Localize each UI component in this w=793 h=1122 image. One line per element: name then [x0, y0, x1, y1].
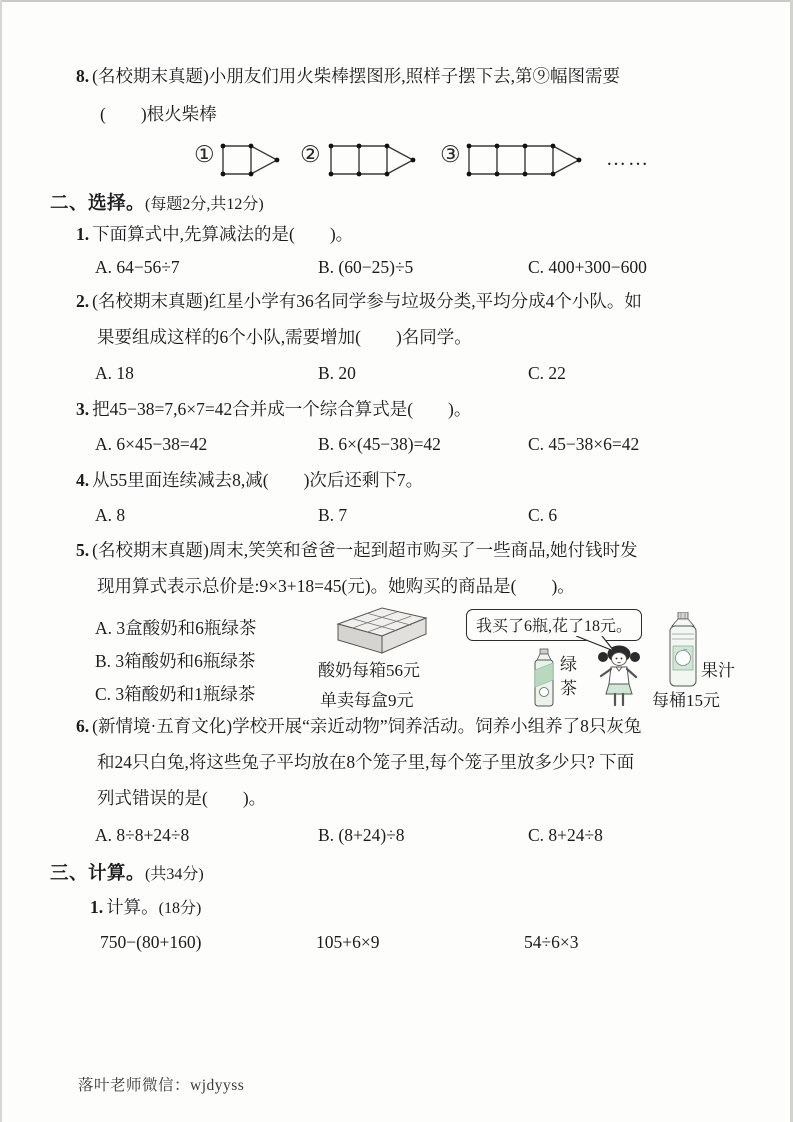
q8-text: (名校期末真题)小朋友们用火柴棒摆图形,照样子摆下去,第⑨幅图需要: [92, 66, 621, 86]
q8-line2: ( )根火柴棒: [100, 104, 217, 124]
matchstick-figure-2: [328, 140, 422, 180]
juice-price: 每桶15元: [652, 691, 720, 710]
matchstick-figure-1: [220, 140, 286, 180]
q3-option-b: B. 6×(45−38)=42: [318, 434, 441, 454]
q1-number: 1.: [76, 224, 90, 244]
q4-text: 从55里面连续减去8,减( )次后还剩下7。: [92, 470, 424, 490]
q4-number: 4.: [76, 470, 90, 490]
q5-option-a: A. 3盒酸奶和6瓶绿茶: [95, 618, 257, 638]
scan-edge-left: [0, 0, 2, 1122]
q2-text1: (名校期末真题)红星小学有36名同学参与垃圾分类,平均分成4个小队。如: [92, 291, 642, 311]
calc-q1-score: (18分): [158, 900, 202, 917]
figure-3-label: ③: [440, 142, 461, 167]
sequence-ellipsis: ……: [606, 148, 650, 170]
q6-number: 6.: [76, 716, 90, 736]
speech-bubble: 我买了6瓶,花了18元。: [466, 609, 642, 641]
section-choice-score: (每题2分,共12分): [145, 196, 264, 213]
q2-option-a: A. 18: [95, 363, 134, 383]
q1-option-a: A. 64−56÷7: [95, 257, 180, 277]
q4-option-c: C. 6: [528, 505, 558, 525]
calc-q1-number: 1.: [90, 897, 104, 917]
q6-line2: 和24只白兔,将这些兔子平均放在8个笼子里,每个笼子里放多少只? 下面: [97, 752, 635, 772]
q1-option-c: C. 400+300−600: [528, 257, 647, 277]
section-choice-title: 二、选择。: [50, 192, 146, 213]
q6-option-c: C. 8+24÷8: [528, 825, 603, 845]
q3-line: [76, 399, 471, 421]
q2-line2: 果要组成这样的6个小队,需要增加( )名同学。: [97, 327, 472, 347]
q5-option-c: C. 3箱酸奶和1瓶绿茶: [95, 684, 256, 704]
juice-bottle-illustration: [666, 612, 700, 688]
q6-text1: (新情境·五育文化)学校开展“亲近动物”饲养活动。饲养小组养了8只灰兔: [92, 716, 642, 736]
q3-option-c: C. 45−38×6=42: [528, 434, 640, 454]
q6-line3: 列式错误的是( )。: [97, 788, 267, 808]
calc-q1-label: 计算。: [106, 897, 159, 917]
q5-text1: (名校期末真题)周末,笑笑和爸爸一起到超市购买了一些商品,她付钱时发: [92, 540, 638, 560]
section-calc-heading: [50, 861, 204, 885]
q2-line1: [76, 291, 642, 313]
calc-expression-1: 750−(80+160): [100, 932, 202, 952]
q3-option-a: A. 6×45−38=42: [95, 434, 208, 454]
q4-option-b: B. 7: [318, 505, 348, 525]
yogurt-box-illustration: [330, 604, 430, 656]
speech-bubble-tail: [574, 636, 618, 653]
q5-line1: [76, 540, 638, 562]
footer-watermark: 落叶老师微信：wjdyyss: [78, 1077, 245, 1094]
q2-number: 2.: [76, 291, 90, 311]
section-calc-score: (共34分): [145, 866, 204, 883]
section-choice-heading: [50, 191, 264, 215]
q2-option-b: B. 20: [318, 363, 356, 383]
matchstick-figure-3: [466, 140, 588, 180]
figure-1-label: ①: [194, 142, 215, 167]
q5-line2: 现用算式表示总价是:9×3+18=45(元)。她购买的商品是( )。: [97, 576, 575, 596]
q1-text: 下面算式中,先算减法的是( )。: [92, 224, 354, 244]
section-calc-title: 三、计算。: [50, 862, 146, 883]
green-tea-bottle-illustration: [531, 648, 557, 708]
q8-number: 8.: [76, 66, 90, 86]
green-tea-label: 绿茶: [560, 655, 577, 698]
scan-edge-top: [0, 0, 793, 2]
yogurt-price-line1: 酸奶每箱56元: [318, 661, 420, 680]
q4-line: [76, 470, 423, 492]
q6-option-b: B. (8+24)÷8: [318, 825, 405, 845]
calc-expression-2: 105+6×9: [316, 932, 380, 952]
q5-option-b: B. 3箱酸奶和6瓶绿茶: [95, 651, 256, 671]
calc-expression-3: 54÷6×3: [524, 932, 579, 952]
q1-option-b: B. (60−25)÷5: [318, 257, 414, 277]
juice-label: 果汁: [701, 661, 735, 680]
q1-line: [76, 224, 353, 246]
q3-number: 3.: [76, 399, 90, 419]
q4-option-a: A. 8: [95, 505, 126, 525]
figure-2-label: ②: [300, 142, 321, 167]
q8-line1: [76, 66, 620, 88]
q6-line1: [76, 716, 641, 738]
calc-q1-line: [90, 897, 201, 919]
q6-option-a: A. 8÷8+24÷8: [95, 825, 190, 845]
yogurt-price-line2: 单卖每盒9元: [320, 691, 414, 710]
q5-number: 5.: [76, 540, 90, 560]
q3-text: 把45−38=7,6×7=42合并成一个综合算式是( )。: [92, 399, 472, 419]
q2-option-c: C. 22: [528, 363, 566, 383]
